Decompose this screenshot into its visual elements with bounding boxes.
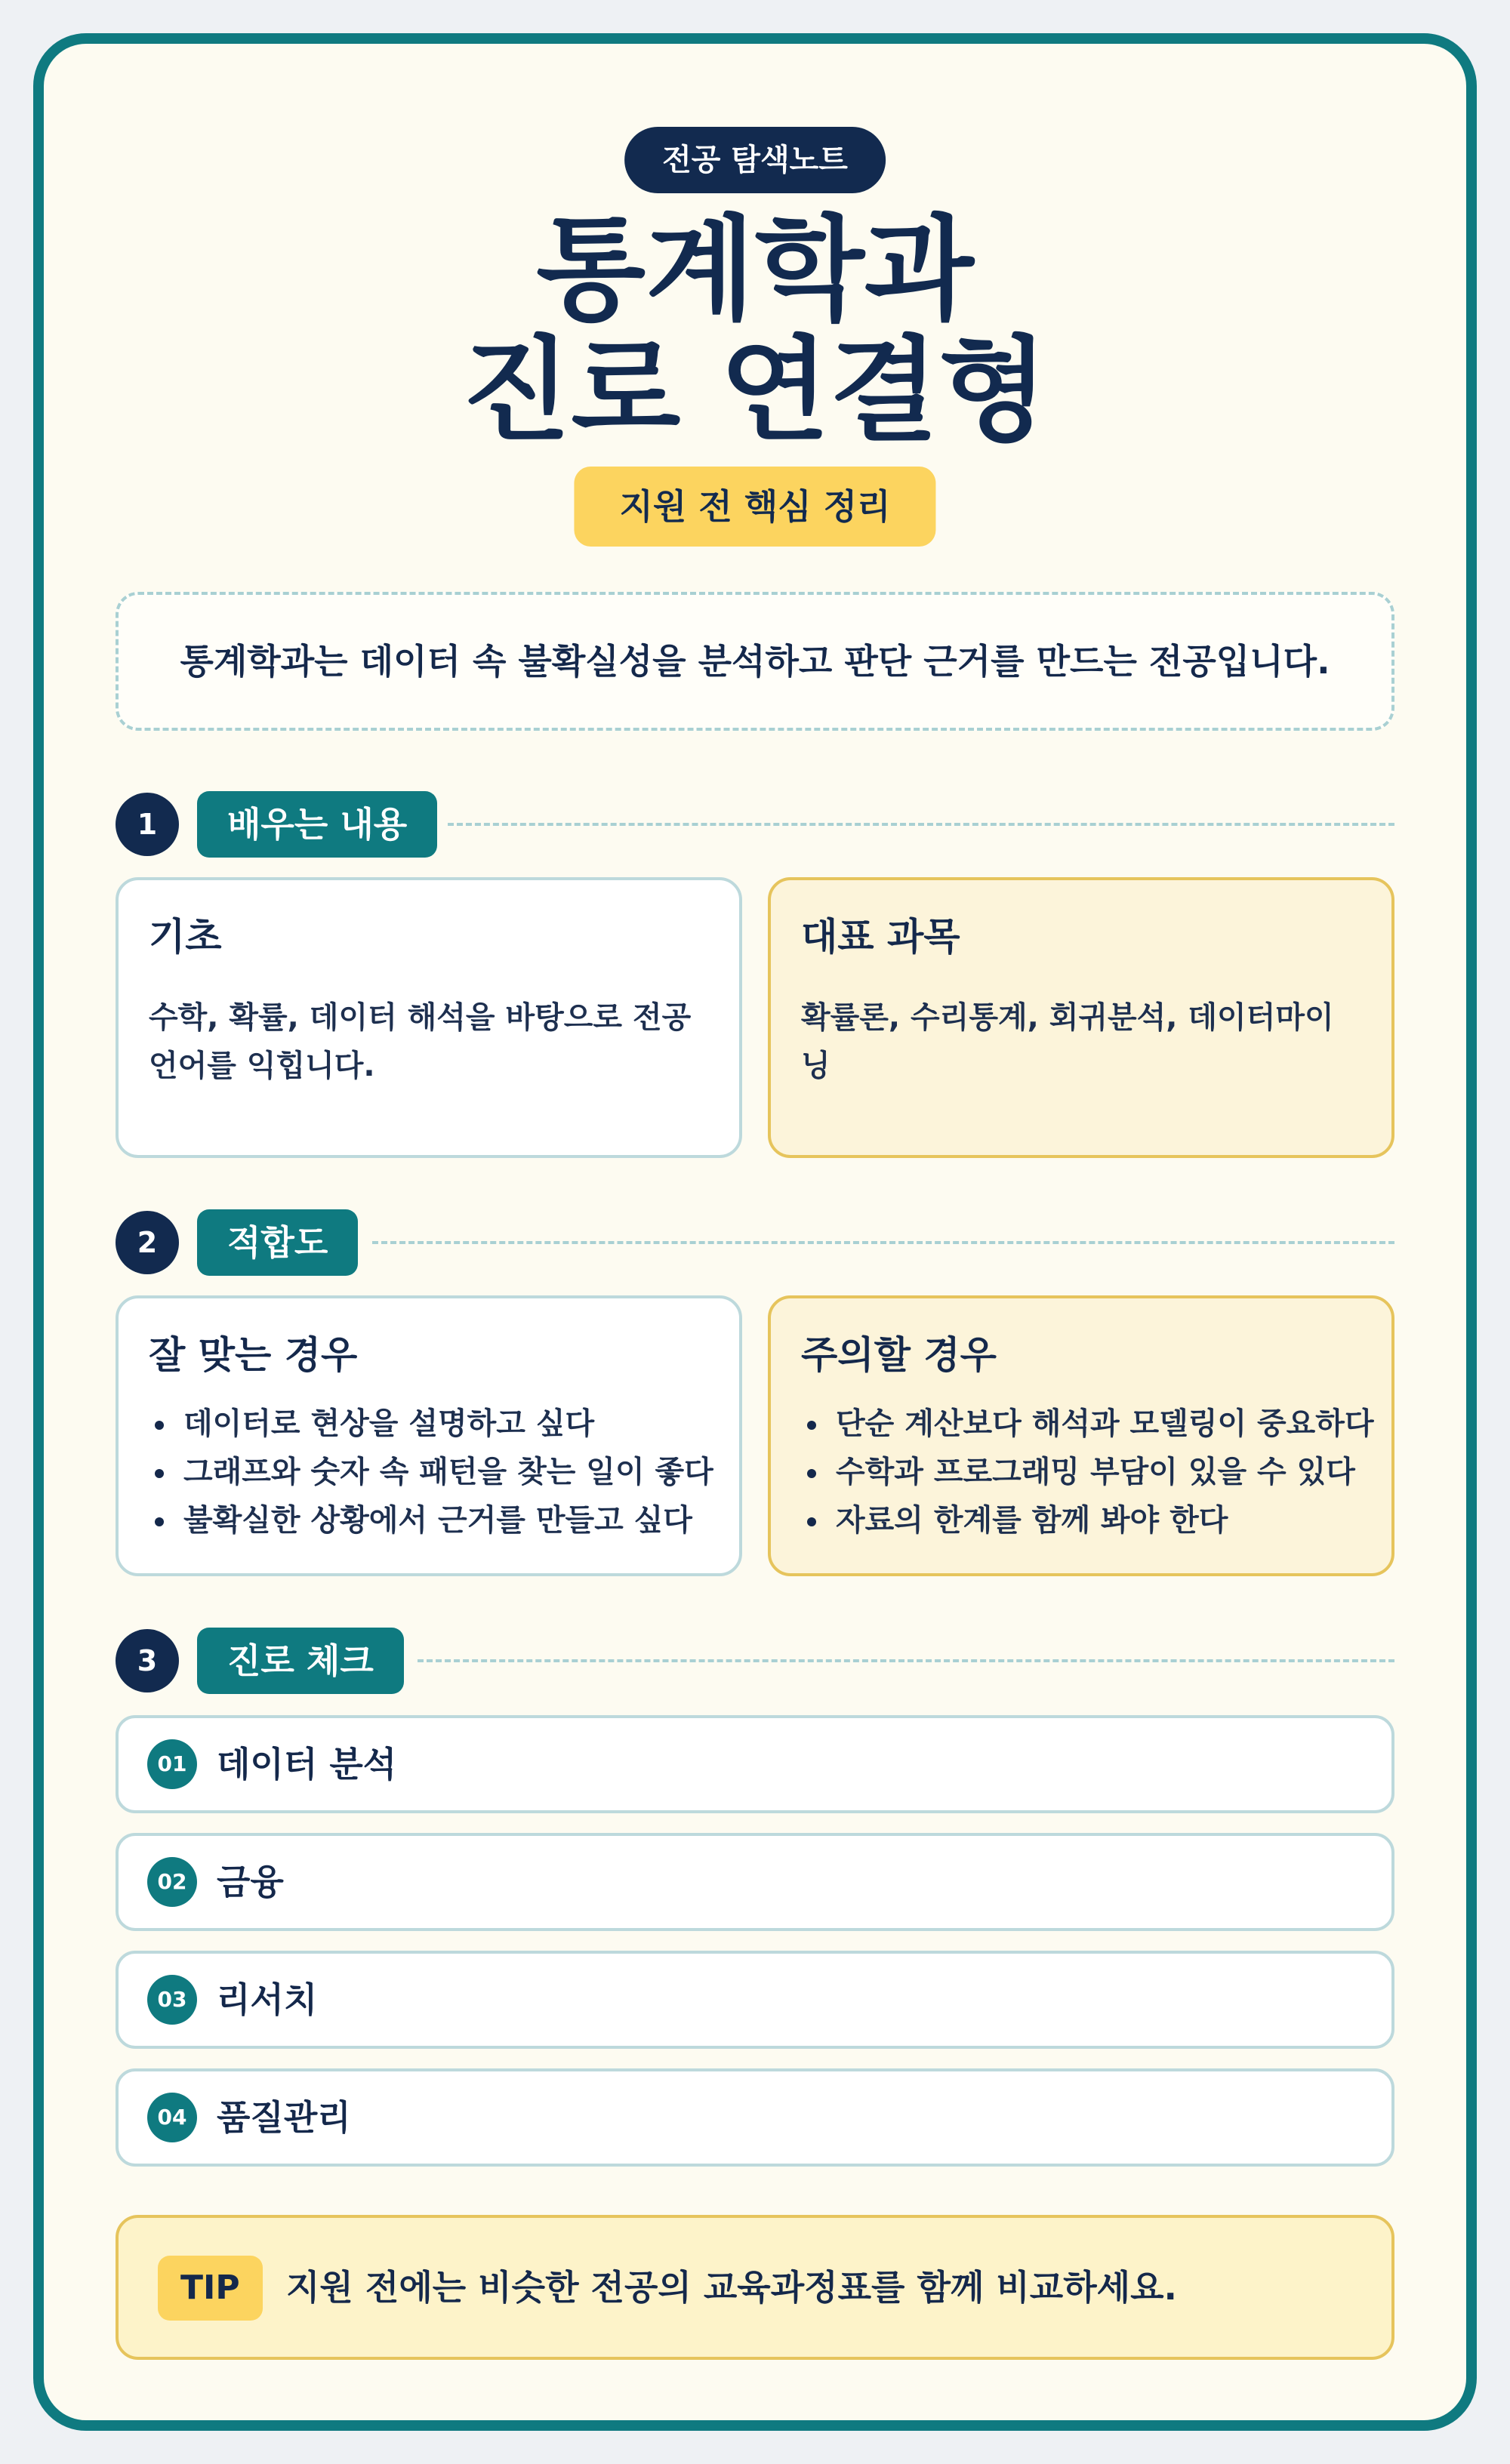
- fit-good-card: [116, 1295, 742, 1576]
- section-2-header: [116, 1209, 1394, 1276]
- list-item: 데이터로 현상을 설명하고 싶다: [149, 1400, 709, 1448]
- courses-text: 확률론, 수리통계, 회귀분석, 데이터마이닝: [801, 1000, 1334, 1083]
- summary-box: 통계학과는 데이터 속 불확실성을 분석하고 판단 근거를 만드는 전공입니다.: [116, 592, 1394, 731]
- section-number: 1: [116, 793, 179, 856]
- career-item-quality-control: [116, 2068, 1394, 2167]
- career-number: 01: [147, 1739, 197, 1789]
- section-3-header: [116, 1628, 1394, 1694]
- fit-caution-list: [801, 1400, 1374, 1545]
- section-label: 적합도: [197, 1209, 358, 1276]
- list-item: 그래프와 숫자 속 패턴을 찾는 일이 좋다: [149, 1448, 709, 1496]
- basics-title: 기초: [149, 915, 222, 959]
- list-item: 수학과 프로그래밍 부담이 있을 수 있다: [801, 1448, 1361, 1496]
- list-item: 단순 계산보다 해석과 모델링이 중요하다: [801, 1400, 1361, 1448]
- fit-good-list: [149, 1400, 713, 1545]
- career-label: 데이터 분석: [217, 1744, 397, 1785]
- list-item: 불확실한 상황에서 근거를 만들고 싶다: [149, 1496, 709, 1545]
- basics-text: 수학, 확률, 데이터 해석을 바탕으로 전공 언어를 익힙니다.: [149, 1000, 692, 1083]
- page-title-line2: 진로 연결형: [461, 325, 1049, 457]
- career-number: 02: [147, 1857, 197, 1907]
- courses-card: [768, 877, 1394, 1158]
- career-item-data-analysis: [116, 1715, 1394, 1813]
- fit-caution-title: 주의할 경우: [801, 1333, 997, 1377]
- courses-title: 대표 과목: [801, 915, 960, 959]
- section-divider: [418, 1659, 1394, 1662]
- subtitle-badge: 지원 전 핵심 정리: [574, 467, 935, 547]
- list-item: 자료의 한계를 함께 봐야 한다: [801, 1496, 1361, 1545]
- section-label: 진로 체크: [197, 1628, 404, 1694]
- career-number: 03: [147, 1975, 197, 2025]
- career-label: 리서치: [217, 1979, 318, 2020]
- career-number: 04: [147, 2093, 197, 2142]
- career-item-finance: [116, 1833, 1394, 1931]
- section-number: 3: [116, 1629, 179, 1692]
- career-item-research: [116, 1951, 1394, 2049]
- tip-text: 지원 전에는 비슷한 전공의 교육과정표를 함께 비교하세요.: [286, 2267, 1178, 2308]
- infographic-card: [33, 33, 1477, 2431]
- section-divider: [372, 1241, 1394, 1244]
- section-1-header: [116, 791, 1394, 858]
- career-label: 품질관리: [217, 2097, 351, 2138]
- fit-caution-card: [768, 1295, 1394, 1576]
- basics-card: [116, 877, 742, 1158]
- tip-box: [116, 2215, 1394, 2360]
- page-title-line1: 통계학과: [536, 205, 974, 336]
- tip-badge: TIP: [158, 2256, 263, 2321]
- section-number: 2: [116, 1211, 179, 1274]
- header-badge: 전공 탐색노트: [624, 127, 886, 193]
- fit-good-title: 잘 맞는 경우: [149, 1333, 358, 1377]
- career-label: 금융: [217, 1862, 284, 1902]
- section-divider: [448, 823, 1394, 826]
- section-label: 배우는 내용: [197, 791, 437, 858]
